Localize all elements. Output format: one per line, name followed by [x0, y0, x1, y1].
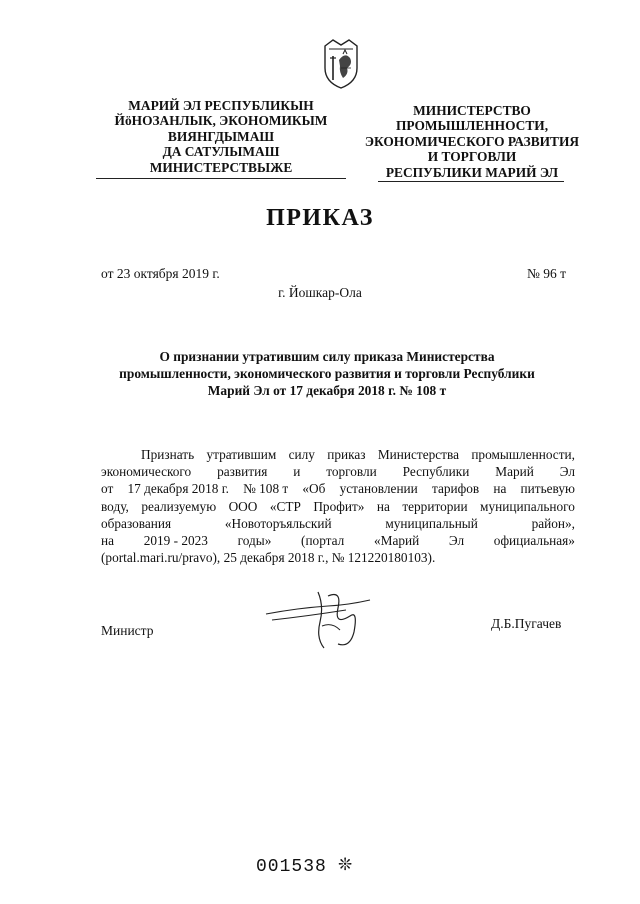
body-word: «СТР: [269, 498, 301, 514]
body-line: [101, 532, 575, 549]
order-date: от 23 октября 2019 г.: [101, 266, 220, 281]
body-word: 17 декабря 2018 г.: [127, 481, 229, 497]
body-word: и: [293, 464, 301, 480]
body-word: силу: [288, 447, 315, 462]
header-right-rule: [378, 181, 564, 182]
body-word: установлении: [339, 481, 418, 497]
header-left-line: ЙӧНОЗАНЛЫК, ЭКОНОМИКЫМ: [114, 113, 328, 129]
body-word: питьевую: [520, 481, 575, 497]
order-body: [101, 446, 575, 566]
body-word: реализуемую: [141, 498, 217, 514]
body-line: [101, 480, 575, 497]
body-word: район»,: [531, 515, 575, 531]
body-line: [101, 463, 575, 480]
serial-number: 001538: [256, 857, 327, 877]
signer-position: Министр: [101, 623, 154, 638]
header-right-line: И ТОРГОВЛИ: [427, 149, 517, 165]
order-subject: [112, 348, 542, 399]
ministry-name-russian: [332, 103, 612, 180]
ministry-name-mari: [96, 98, 346, 175]
body-line: [101, 446, 575, 463]
body-word: Эл: [448, 533, 465, 549]
subject-line: Марий Эл от 17 декабря 2018 г. № 108 т: [207, 383, 447, 398]
body-word: на: [376, 498, 390, 514]
body-word: экономического: [101, 464, 192, 480]
body-word: годы»: [237, 533, 272, 549]
body-word: на: [101, 533, 115, 549]
body-word: Профит»: [313, 498, 365, 514]
body-word: муниципальный: [385, 515, 478, 531]
body-word: «Новоторъяльский: [224, 515, 332, 531]
body-word: Министерства: [377, 447, 459, 462]
document-title: ПРИКАЗ: [266, 205, 374, 231]
body-word: приказ: [327, 447, 366, 462]
body-word: территории: [402, 498, 468, 514]
header-left-line: ДА САТУЛЫМАШ: [162, 144, 280, 160]
body-word: Эл: [559, 464, 575, 480]
body-line: [101, 515, 575, 532]
subject-line: О признании утратившим силу приказа Министерства: [159, 349, 495, 364]
coat-of-arms-icon: [319, 38, 363, 90]
body-line: [101, 549, 575, 566]
body-word: ООО: [228, 498, 258, 514]
header-right-line: МИНИСТЕРСТВО: [413, 103, 531, 118]
body-word: (портал: [301, 533, 345, 549]
body-word: Марий: [495, 464, 534, 480]
body-word: Республики: [402, 464, 470, 480]
header-left-line: ВИЯНГДЫМАШ: [167, 128, 275, 144]
body-word: воду,: [101, 498, 129, 514]
subject-line: промышленности, экономического развития и торговли Республики: [119, 366, 535, 381]
handwritten-signature: [258, 586, 378, 656]
body-word: промышленности,: [471, 447, 575, 462]
header-right-line: ПРОМЫШЛЕННОСТИ,: [395, 118, 549, 134]
body-line: [101, 498, 575, 515]
body-word: «Марий: [373, 533, 420, 549]
body-word: (portal.mari.ru/pravo), 25 декабря 2018 г., № 121220180103).: [101, 550, 436, 566]
body-word: № 108 т: [243, 481, 289, 497]
body-word: торговли: [326, 464, 377, 480]
signer-name: Д.Б.Пугачев: [491, 616, 562, 631]
body-word: тарифов: [431, 481, 480, 497]
body-word: образования: [101, 515, 172, 531]
body-word: на: [493, 481, 507, 497]
order-number: № 96 т: [527, 266, 567, 281]
header-left-line: МИНИСТЕРСТВЫЖЕ: [149, 159, 293, 175]
body-word: муниципального: [480, 498, 575, 514]
order-city: г. Йошкар-Ола: [278, 285, 362, 300]
body-word: 2019 - 2023: [143, 533, 208, 549]
header-right-line: РЕСПУБЛИКИ МАРИЙ ЭЛ: [385, 164, 559, 180]
header-left-line: МАРИЙ ЭЛ РЕСПУБЛИКЫН: [128, 98, 314, 113]
body-word: утратившим: [206, 447, 277, 462]
body-word: «Об: [302, 481, 326, 497]
security-mark-icon: ❊: [338, 855, 353, 874]
body-word: развития: [217, 464, 268, 480]
header-right-line: ЭКОНОМИЧЕСКОГО РАЗВИТИЯ: [364, 133, 580, 149]
body-word: от: [101, 481, 114, 497]
body-word: официальная»: [493, 533, 575, 549]
header-left-rule: [96, 178, 346, 179]
body-word: Признать: [141, 447, 195, 462]
